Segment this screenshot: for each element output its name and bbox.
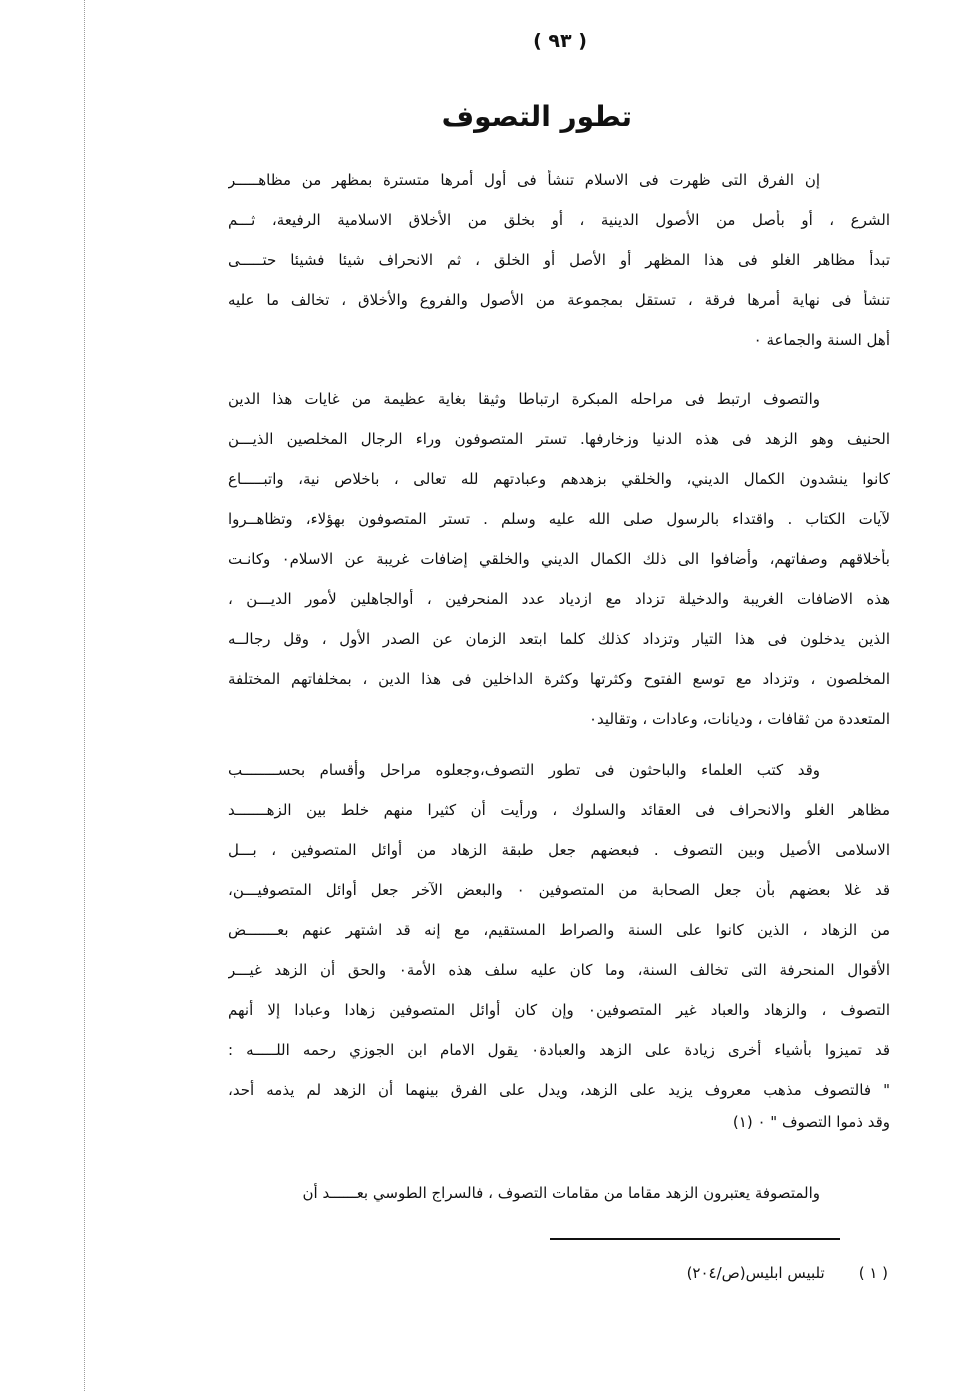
paragraph-line: بأخلاقهم وصفاتهم، وأضافوا الى ذلك الكمال الديني والخلقي إضافات غريبة عن الاسلام٠ وكانـت [228,550,890,568]
paragraph-line: تبدأ مظاهر الغلو فى هذا المظهر أو الأصل أو الخلق ، ثم الانحراف شيئا فشيئا حتـــــى [228,251,890,269]
page-title: تطور التصوف [441,100,632,133]
paragraph-line: " فالتصوف مذهب معروف يزيد على الزهد، ويدل على الفرق بينهما أن الزهد لم يذمه أحد، [228,1081,890,1099]
paragraph-line: الاسلامى الأصيل وبين التصوف . فبعضهم جعل طبقة الزهاد من أوائل المتصوفين ، بـــل [228,841,890,859]
paragraph-line: قد غلا بعضهم بأن جعل الصحابة من المتصوفين ٠ والبعض الآخر جعل أوائل المتصوفيـــن، [228,881,890,899]
paragraph-4 [228,1183,890,1203]
paragraph-line: التصوف ، والزهاد والعباد غير المتصوفين٠ وإن كان أوائل المتصوفين زهادا وعبادا إلا أنهم [228,1001,890,1019]
paragraph-line: من الزهاد ، الذين كانوا على السنة والصراط المستقيم، مع إنه قد اشتهر عنهم بعـــــــض [228,921,890,939]
footnote-marker: ( ١ ) [858,1264,888,1282]
paragraph-line: قد تميزوا بأشياء أخرى زيادة على الزهد والعبادة٠ يقول الامام ابن الجوزي رحمه اللـــــه : [228,1041,890,1059]
footnote-text: تلبيس ابليس(ص/٢٠٤) [686,1264,825,1282]
paragraph-1 [228,170,890,350]
paragraph-line: والمتصوفة يعتبرون الزهد مقاما من مقامات التصوف ، فالسراج الطوسي بعــــــد أن [302,1184,820,1202]
paragraph-line: الأقوال المنحرفة التى تخالف السنة، وما كان عليه سلف هذه الأمة٠ والحق أن الزهد غيـــر [228,961,890,979]
paragraph-line: والتصوف ارتبط فى مراحله المبكرة ارتباطا وثيقا بغاية عظيمة من غايات هذا الدين [228,390,820,408]
paragraph-line: وقد ذموا التصوف " ٠ (١) [732,1113,890,1131]
paragraph-line: إن الفرق التى ظهرت فى الاسلام تنشأ فى أول أمرها متسترة بمظهر من مظاهـــــر [228,171,820,189]
paragraph-line: المتعددة من ثقافات ، وديانات، وعادات ، وتقاليد٠ [588,710,890,728]
paragraph-2 [228,389,890,729]
paragraph-line: الحنيف وهو الزهد فى هذه الدنيا وزخارفها. تستر المتصوفون وراء الرجال المخلصين الذيـــن [228,430,890,448]
paragraph-line: تنشأ فى نهاية أمرها فرقة ، تستقل بمجموعة من الأصول والفروع والأخلاق ، تخالف ما عليه [228,291,890,309]
paragraph-line: المخلصون ، وتزداد مع توسع الفتوح وكثرتها وكثرة الداخلين فى هذا الدين ، بمخلفاتهم المختلفة [228,670,890,688]
footnote-divider [550,1238,840,1240]
paragraph-line: الشرع ، أو بأصل من الأصول الدينية ، أو بخلق من الأخلاق الاسلامية الرفيعة، ثـــم [228,211,890,229]
paragraph-line: هذه الاضافات الغريبة والدخيلة تزداد مع ازدياد عدد المنحرفين ، أوالجاهلين لأمور الديـــن ، [228,590,890,608]
paragraph-line: كانوا ينشدون الكمال الديني، والخلقي بزهدهم وعبادتهم لله تعالى ، باخلاص نية، واتبـــــاع [228,470,890,488]
paragraph-3 [228,760,890,1132]
paragraph-line: لآيات الكتاب . واقتداء بالرسول صلى الله عليه وسلم . تستر المتصوفون بهؤلاء، وتظاهــروا [228,510,890,528]
page-number: ( ٩٣ ) [533,30,587,52]
paragraph-line: وقد كتب العلماء والباحثون فى تطور التصوف،وجعلوه مراحل وأقسام بحســــــــب [228,761,820,779]
paragraph-line: مظاهر الغلو والانحراف فى العقائد والسلوك ، ورأيت أن كثيرا منهم خلط بين الزهـــــــد [228,801,890,819]
paragraph-line: أهل السنة والجماعة ٠ [753,331,890,349]
binding-margin-line [84,0,85,1391]
footnote [687,1264,888,1282]
paragraph-line: الذين يدخلون فى هذا التيار وتزداد كذلك كلما ابتعد الزمان عن الصدر الأول ، وقل رجالــه [228,630,890,648]
